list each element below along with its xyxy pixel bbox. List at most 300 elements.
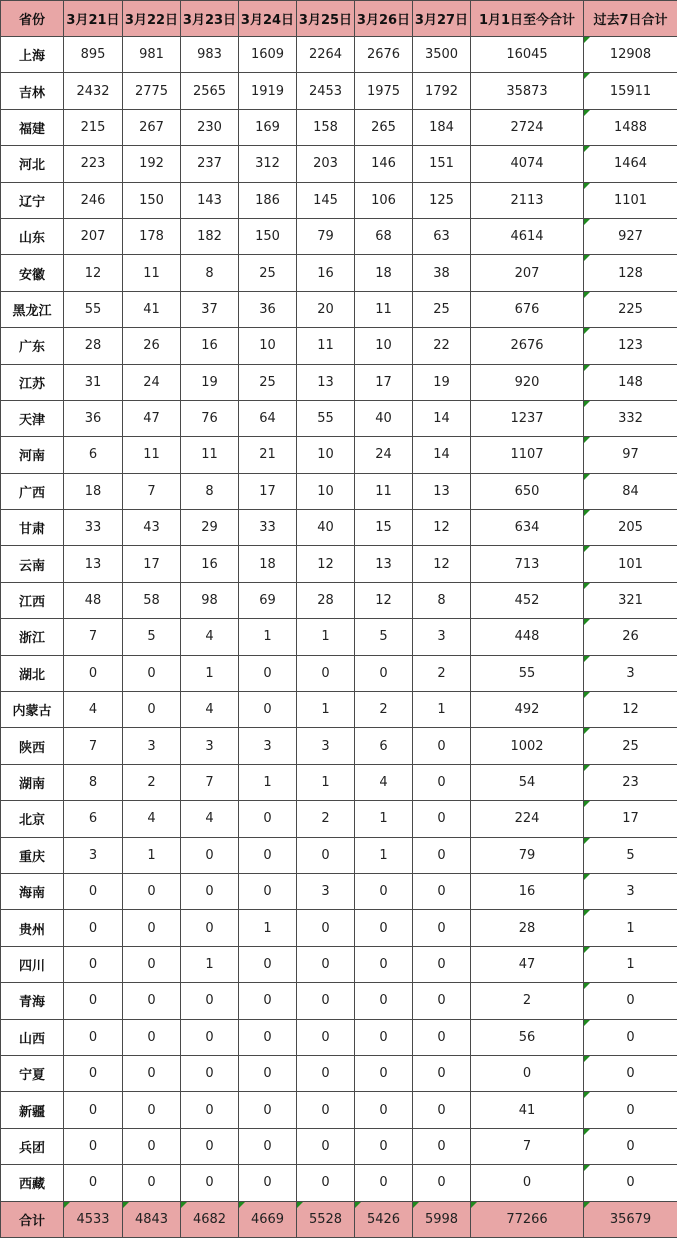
table-cell: 56 [471,1019,584,1055]
table-cell: 5 [123,619,181,655]
table-cell: 2453 [297,73,355,109]
table-cell: 0 [181,837,239,873]
table-cell: 5 [584,837,677,873]
table-cell: 205 [584,510,677,546]
table-cell: 47 [471,946,584,982]
province-name: 辽宁 [1,182,64,218]
table-cell: 0 [123,1055,181,1091]
table-cell: 64 [239,400,297,436]
table-cell: 650 [471,473,584,509]
table-cell: 54 [471,764,584,800]
table-cell: 1 [239,764,297,800]
table-cell: 55 [297,400,355,436]
table-cell: 23 [584,764,677,800]
table-cell: 25 [239,364,297,400]
province-name: 湖南 [1,764,64,800]
table-cell: 17 [123,546,181,582]
table-cell: 1 [355,837,413,873]
table-cell: 713 [471,546,584,582]
table-cell: 1488 [584,109,677,145]
total-cell: 4533 [64,1201,123,1237]
table-cell: 0 [471,1165,584,1201]
table-cell: 84 [584,473,677,509]
table-cell: 0 [355,910,413,946]
table-cell: 321 [584,582,677,618]
table-cell: 0 [413,1092,471,1128]
table-cell: 2 [123,764,181,800]
table-row [1,910,677,946]
table-cell: 0 [64,1092,123,1128]
table-cell: 40 [297,510,355,546]
table-cell: 1107 [471,437,584,473]
table-cell: 28 [471,910,584,946]
table-cell: 2113 [471,182,584,218]
table-row [1,109,677,145]
table-cell: 17 [239,473,297,509]
table-cell: 41 [123,291,181,327]
table-cell: 0 [239,1165,297,1201]
table-cell: 1 [413,692,471,728]
table-cell: 2676 [355,37,413,73]
table-cell: 7 [64,728,123,764]
table-cell: 69 [239,582,297,618]
table-cell: 0 [584,1055,677,1091]
header-province: 省份 [1,1,64,37]
table-cell: 0 [355,946,413,982]
table-cell: 123 [584,328,677,364]
table-cell: 11 [123,437,181,473]
header-mar24: 3月24日 [239,1,297,37]
table-row [1,1128,677,1164]
table-cell: 0 [64,873,123,909]
province-name: 黑龙江 [1,291,64,327]
table-cell: 1919 [239,73,297,109]
table-cell: 8 [181,255,239,291]
table-cell: 1237 [471,400,584,436]
table-cell: 8 [413,582,471,618]
table-cell: 4 [64,692,123,728]
table-cell: 0 [355,873,413,909]
province-name: 天津 [1,400,64,436]
table-cell: 76 [181,400,239,436]
table-cell: 6 [64,437,123,473]
table-row [1,801,677,837]
table-cell: 0 [181,1092,239,1128]
header-mar21: 3月21日 [64,1,123,37]
table-cell: 0 [239,1019,297,1055]
table-cell: 8 [64,764,123,800]
total-cell: 4682 [181,1201,239,1237]
table-cell: 1101 [584,182,677,218]
table-row [1,1092,677,1128]
table-cell: 0 [413,873,471,909]
province-name: 河北 [1,146,64,182]
table-cell: 106 [355,182,413,218]
table-cell: 0 [297,1128,355,1164]
table-cell: 37 [181,291,239,327]
table-row [1,364,677,400]
table-row [1,182,677,218]
table-cell: 0 [64,1128,123,1164]
table-cell: 0 [181,910,239,946]
table-cell: 79 [471,837,584,873]
table-row [1,73,677,109]
table-cell: 224 [471,801,584,837]
table-cell: 13 [297,364,355,400]
table-cell: 146 [355,146,413,182]
table-cell: 0 [239,1128,297,1164]
table-cell: 0 [181,983,239,1019]
table-cell: 265 [355,109,413,145]
table-cell: 28 [297,582,355,618]
table-cell: 237 [181,146,239,182]
province-name: 广西 [1,473,64,509]
table-cell: 0 [584,1019,677,1055]
total-row [1,1201,677,1237]
table-cell: 0 [413,1019,471,1055]
table-cell: 43 [123,510,181,546]
table-cell: 55 [471,655,584,691]
table-cell: 0 [413,1055,471,1091]
table-row [1,764,677,800]
table-cell: 18 [64,473,123,509]
table-cell: 1 [181,655,239,691]
table-cell: 4 [181,801,239,837]
table-cell: 26 [584,619,677,655]
table-cell: 14 [413,437,471,473]
table-cell: 0 [413,910,471,946]
table-cell: 3 [123,728,181,764]
header-mar22: 3月22日 [123,1,181,37]
table-cell: 2775 [123,73,181,109]
table-row [1,1019,677,1055]
table-cell: 24 [355,437,413,473]
table-cell: 12 [355,582,413,618]
table-cell: 0 [239,946,297,982]
table-cell: 0 [181,1128,239,1164]
header-mar27: 3月27日 [413,1,471,37]
table-cell: 267 [123,109,181,145]
table-cell: 16 [471,873,584,909]
table-cell: 2 [413,655,471,691]
table-cell: 0 [123,910,181,946]
table-cell: 448 [471,619,584,655]
total-cell: 4843 [123,1201,181,1237]
table-cell: 35873 [471,73,584,109]
table-cell: 2 [297,801,355,837]
table-cell: 0 [64,1165,123,1201]
table-cell: 19 [181,364,239,400]
total-cell: 4669 [239,1201,297,1237]
province-name: 江西 [1,582,64,618]
province-name: 山西 [1,1019,64,1055]
total-cell: 5426 [355,1201,413,1237]
table-cell: 246 [64,182,123,218]
table-cell: 6 [64,801,123,837]
table-cell: 0 [355,1128,413,1164]
table-cell: 63 [413,218,471,254]
table-cell: 79 [297,218,355,254]
table-row [1,218,677,254]
province-name: 山东 [1,218,64,254]
table-cell: 16 [297,255,355,291]
table-cell: 10 [239,328,297,364]
province-name: 陕西 [1,728,64,764]
table-row [1,582,677,618]
table-row [1,837,677,873]
table-cell: 2 [471,983,584,1019]
table-cell: 18 [239,546,297,582]
table-cell: 2565 [181,73,239,109]
total-cell: 5528 [297,1201,355,1237]
table-cell: 4 [181,619,239,655]
table-cell: 22 [413,328,471,364]
table-cell: 12 [413,546,471,582]
table-cell: 0 [239,1055,297,1091]
table-cell: 11 [355,473,413,509]
province-name: 浙江 [1,619,64,655]
table-cell: 145 [297,182,355,218]
table-cell: 33 [239,510,297,546]
table-row [1,1055,677,1091]
table-cell: 981 [123,37,181,73]
table-cell: 12 [297,546,355,582]
table-cell: 927 [584,218,677,254]
table-cell: 11 [355,291,413,327]
table-cell: 38 [413,255,471,291]
table-cell: 0 [123,873,181,909]
total-cell: 77266 [471,1201,584,1237]
province-name: 青海 [1,983,64,1019]
table-cell: 13 [64,546,123,582]
table-cell: 0 [355,655,413,691]
table-cell: 1 [584,910,677,946]
table-cell: 26 [123,328,181,364]
table-cell: 25 [239,255,297,291]
table-cell: 1 [584,946,677,982]
table-cell: 6 [355,728,413,764]
header-mar23: 3月23日 [181,1,239,37]
table-cell: 0 [413,764,471,800]
table-cell: 0 [297,946,355,982]
table-row [1,328,677,364]
table-cell: 150 [239,218,297,254]
table-cell: 10 [297,437,355,473]
table-cell: 31 [64,364,123,400]
table-cell: 1002 [471,728,584,764]
table-cell: 0 [123,983,181,1019]
table-cell: 186 [239,182,297,218]
table-cell: 203 [297,146,355,182]
table-cell: 7 [471,1128,584,1164]
table-cell: 8 [181,473,239,509]
table-cell: 0 [297,655,355,691]
table-cell: 0 [123,1165,181,1201]
province-name: 宁夏 [1,1055,64,1091]
table-cell: 207 [64,218,123,254]
header-mar25: 3月25日 [297,1,355,37]
table-cell: 676 [471,291,584,327]
table-cell: 15911 [584,73,677,109]
table-cell: 0 [239,655,297,691]
table-row [1,255,677,291]
table-cell: 215 [64,109,123,145]
table-cell: 47 [123,400,181,436]
table-cell: 25 [413,291,471,327]
province-name: 湖北 [1,655,64,691]
table-cell: 58 [123,582,181,618]
table-cell: 1792 [413,73,471,109]
table-cell: 55 [64,291,123,327]
table-cell: 0 [355,1092,413,1128]
table-cell: 0 [584,1092,677,1128]
table-cell: 1464 [584,146,677,182]
table-cell: 14 [413,400,471,436]
table-cell: 178 [123,218,181,254]
table-cell: 0 [239,801,297,837]
table-cell: 1609 [239,37,297,73]
table-cell: 28 [64,328,123,364]
table-cell: 192 [123,146,181,182]
table-cell: 4614 [471,218,584,254]
table-cell: 10 [297,473,355,509]
table-cell: 1 [297,692,355,728]
table-cell: 0 [239,983,297,1019]
table-cell: 0 [297,910,355,946]
province-name: 重庆 [1,837,64,873]
total-cell: 35679 [584,1201,677,1237]
table-cell: 0 [413,983,471,1019]
table-cell: 4 [123,801,181,837]
table-cell: 0 [181,1165,239,1201]
table-cell: 0 [297,1165,355,1201]
header-mar26: 3月26日 [355,1,413,37]
table-cell: 16 [181,328,239,364]
table-cell: 223 [64,146,123,182]
table-cell: 11 [297,328,355,364]
table-row [1,983,677,1019]
province-name: 江苏 [1,364,64,400]
table-cell: 17 [355,364,413,400]
table-cell: 0 [181,1019,239,1055]
table-cell: 24 [123,364,181,400]
table-cell: 3 [239,728,297,764]
table-cell: 19 [413,364,471,400]
table-cell: 169 [239,109,297,145]
table-cell: 143 [181,182,239,218]
total-cell: 5998 [413,1201,471,1237]
table-cell: 0 [413,946,471,982]
table-body [1,37,677,1202]
table-cell: 0 [239,692,297,728]
table-cell: 48 [64,582,123,618]
table-cell: 12908 [584,37,677,73]
province-name: 吉林 [1,73,64,109]
table-cell: 101 [584,546,677,582]
table-cell: 150 [123,182,181,218]
table-cell: 1 [355,801,413,837]
table-cell: 0 [239,1092,297,1128]
header-ytd-total: 1月1日至今合计 [471,1,584,37]
table-cell: 0 [355,983,413,1019]
table-cell: 312 [239,146,297,182]
table-cell: 182 [181,218,239,254]
table-cell: 4 [355,764,413,800]
table-cell: 0 [471,1055,584,1091]
province-name: 福建 [1,109,64,145]
table-cell: 0 [64,655,123,691]
table-cell: 3 [64,837,123,873]
table-cell: 0 [297,1019,355,1055]
header-7day-total: 过去7日合计 [584,1,677,37]
province-name: 西藏 [1,1165,64,1201]
table-row [1,728,677,764]
table-cell: 1975 [355,73,413,109]
table-cell: 0 [584,1128,677,1164]
table-cell: 68 [355,218,413,254]
table-cell: 0 [239,837,297,873]
table-cell: 3 [584,873,677,909]
table-cell: 41 [471,1092,584,1128]
table-cell: 125 [413,182,471,218]
table-cell: 21 [239,437,297,473]
province-name: 内蒙古 [1,692,64,728]
table-cell: 2 [355,692,413,728]
table-cell: 12 [64,255,123,291]
table-row [1,619,677,655]
table-cell: 151 [413,146,471,182]
table-cell: 0 [413,1165,471,1201]
table-cell: 920 [471,364,584,400]
table-cell: 5 [355,619,413,655]
table-cell: 36 [64,400,123,436]
table-cell: 1 [239,619,297,655]
province-name: 兵团 [1,1128,64,1164]
table-cell: 4 [181,692,239,728]
table-cell: 29 [181,510,239,546]
province-name: 海南 [1,873,64,909]
table-cell: 20 [297,291,355,327]
table-cell: 18 [355,255,413,291]
table-row [1,146,677,182]
table-cell: 0 [239,873,297,909]
table-row [1,510,677,546]
table-cell: 0 [355,1019,413,1055]
table-cell: 13 [413,473,471,509]
province-name: 河南 [1,437,64,473]
table-cell: 492 [471,692,584,728]
table-cell: 7 [123,473,181,509]
province-name: 新疆 [1,1092,64,1128]
province-name: 北京 [1,801,64,837]
table-cell: 0 [64,910,123,946]
table-cell: 0 [355,1055,413,1091]
table-cell: 0 [413,1128,471,1164]
table-row [1,873,677,909]
table-cell: 0 [64,946,123,982]
table-cell: 0 [123,1092,181,1128]
table-cell: 3500 [413,37,471,73]
table-cell: 1 [239,910,297,946]
table-cell: 0 [64,1019,123,1055]
table-cell: 148 [584,364,677,400]
table-cell: 10 [355,328,413,364]
table-cell: 0 [123,1019,181,1055]
table-cell: 4074 [471,146,584,182]
table-cell: 2264 [297,37,355,73]
table-row [1,473,677,509]
table-cell: 98 [181,582,239,618]
